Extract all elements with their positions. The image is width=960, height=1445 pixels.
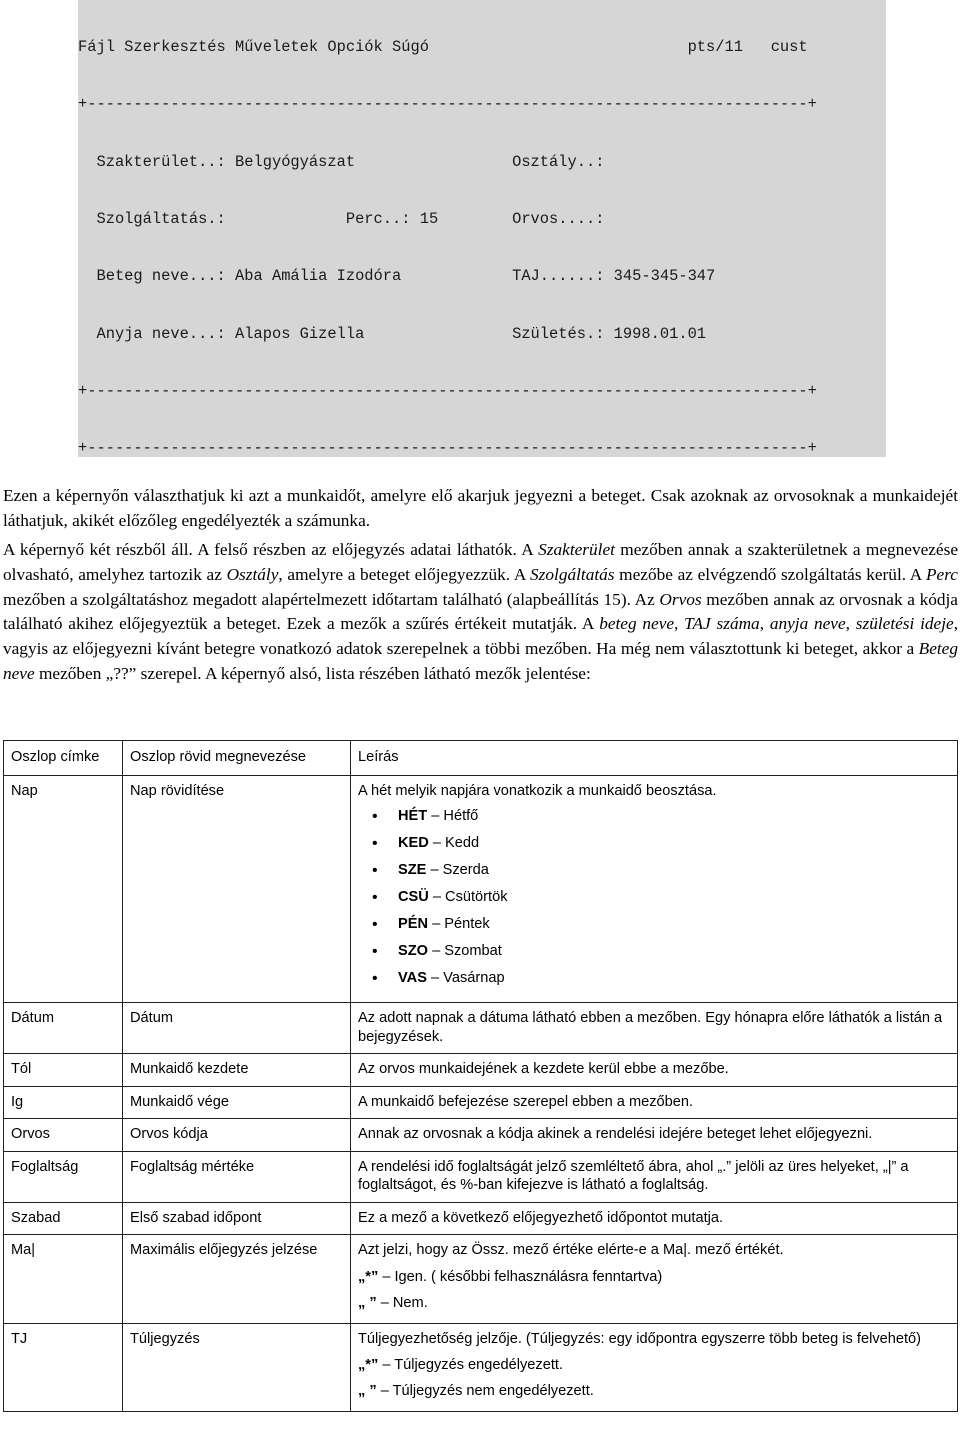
- symbol: „*”: [358, 1357, 379, 1373]
- day-name: – Hétfő: [431, 808, 479, 824]
- table-row: [4, 1151, 958, 1202]
- day-abbr: PÉN: [398, 916, 429, 932]
- text-run: , vagyis az előjegyezni kívánt betegre vonatkozó adatok szerepelnek a többi mezőben. Ha még nem választottunk ki beteget, akkor a: [3, 614, 959, 659]
- text-run: mezőben „??” szerepel. A képernyő alsó, lista részében látható mezők jelentése:: [34, 663, 591, 683]
- table-row: [4, 1086, 958, 1119]
- cell-label: Ig: [4, 1086, 123, 1119]
- cell-desc: Az adott napnak a dátuma látható ebben a mezőben. Egy hónapra előre láthatók a listán a bejegyzések.: [351, 1003, 958, 1054]
- table-header-row: [4, 741, 958, 776]
- day-name: – Szombat: [432, 943, 502, 959]
- term-szuletesi-ideje: születési ideje: [855, 614, 954, 634]
- value-no: [358, 1290, 949, 1316]
- day-abbr: HÉT: [398, 808, 428, 824]
- terminal-field-anyja-neve[interactable]: Anyja neve...: Alapos Gizella Születés.: 1998.01.01: [78, 324, 817, 343]
- symbol: „ ”: [358, 1383, 377, 1399]
- cell-label: Tól: [4, 1054, 123, 1087]
- desc-text: Túljegyezhetőség jelzője. (Túljegyzés: egy időpontra egyszerre több beteg is felvehető): [358, 1330, 921, 1347]
- day-abbr: SZE: [398, 862, 427, 878]
- cell-label: Dátum: [4, 1003, 123, 1054]
- table-row: [4, 1003, 958, 1054]
- terminal-screen: [78, 0, 886, 457]
- cell-desc: [351, 1323, 958, 1412]
- day-name: – Kedd: [432, 835, 480, 851]
- cell-short: Foglaltság mértéke: [123, 1151, 351, 1202]
- header-oszlop-cimke: Oszlop címke: [4, 741, 123, 776]
- cell-short: Munkaidő kezdete: [123, 1054, 351, 1087]
- day-name: – Szerda: [430, 862, 489, 878]
- cell-desc: Az orvos munkaidejének a kezdete kerül ebbe a mezőbe.: [351, 1054, 958, 1087]
- list-item: [372, 968, 949, 995]
- cell-short: Maximális előjegyzés jelzése: [123, 1235, 351, 1324]
- value-yes: [358, 1352, 949, 1378]
- header-rovid-megnevezes: Oszlop rövid megnevezése: [123, 741, 351, 776]
- term-perc: Perc: [926, 564, 958, 584]
- day-abbr: SZO: [398, 943, 428, 959]
- day-name: – Péntek: [432, 916, 490, 932]
- cell-label: TJ: [4, 1323, 123, 1412]
- symbol-meaning: – Nem.: [376, 1294, 428, 1311]
- text-run: mezőben annak a szakterületnek a megnevezése olvasható, amelyhez tartozik az: [3, 540, 958, 584]
- term-taj: TAJ száma: [684, 614, 760, 634]
- term-szolgaltatas: Szolgáltatás: [530, 564, 615, 584]
- list-item: [372, 806, 949, 833]
- symbol-meaning: – Túljegyzés nem engedélyezett.: [376, 1383, 594, 1399]
- table-row: [4, 1235, 958, 1324]
- text-run: ,: [759, 614, 770, 634]
- term-beteg-neve-2: Beteg neve: [3, 639, 958, 683]
- desc-text: Azt jelzi, hogy az Össz. mező értéke elérte-e a Ma|. mező értékét.: [358, 1242, 784, 1258]
- day-name: – Csütörtök: [432, 889, 508, 905]
- cell-desc: [351, 775, 958, 1003]
- description-paragraph: [3, 538, 958, 687]
- table-row: [4, 1202, 958, 1235]
- value-yes: [358, 1264, 949, 1290]
- terminal-line: +------------------------------------------------------------------------------+: [78, 95, 817, 114]
- list-item: [372, 914, 949, 941]
- day-abbr: KED: [398, 835, 429, 851]
- text-run: ,: [845, 614, 856, 634]
- terminal-field-beteg-neve[interactable]: Beteg neve...: Aba Amália Izodóra TAJ......: 345-345-347: [78, 267, 817, 286]
- value-no: [358, 1378, 949, 1404]
- list-item: [372, 860, 949, 887]
- term-beteg-neve: beteg neve: [599, 614, 675, 634]
- table-row: [4, 1054, 958, 1087]
- symbol: „*”: [358, 1268, 379, 1285]
- intro-paragraph: Ezen a képernyőn választhatjuk ki azt a munkaidőt, amelyre elő akarjuk jegyezni a beteget. Csak azoknak az orvosoknak a munkaidejét láthatjuk, akikét előzőleg engedélyezték a számunka.: [3, 486, 958, 530]
- list-item: [372, 887, 949, 914]
- cell-desc: A rendelési idő foglaltságát jelző szemléltető ábra, ahol „.” jelöli az üres helyeket, „|” a foglaltságot, és %-ban kifejezve is látható a foglaltság.: [351, 1151, 958, 1202]
- term-orvos: Orvos: [659, 589, 702, 609]
- term-anyja-neve: anyja neve: [769, 614, 846, 634]
- cell-label: Orvos: [4, 1119, 123, 1152]
- day-abbr: VAS: [398, 970, 427, 986]
- term-osztaly: Osztály: [226, 564, 279, 584]
- cell-short: Túljegyzés: [123, 1323, 351, 1412]
- cell-label: Nap: [4, 775, 123, 1003]
- cell-desc: [351, 1235, 958, 1324]
- cell-short: Dátum: [123, 1003, 351, 1054]
- cell-desc: Ez a mező a következő előjegyezhető időpontot mutatja.: [351, 1202, 958, 1235]
- symbol: „ ”: [358, 1294, 377, 1311]
- terminal-line: +------------------------------------------------------------------------------+: [78, 439, 817, 457]
- text-run: , amelyre a beteget előjegyezzük. A: [278, 564, 531, 584]
- cell-desc: Annak az orvosnak a kódja akinek a rendelési idejére beteget lehet előjegyezni.: [351, 1119, 958, 1152]
- list-item: [372, 833, 949, 860]
- field-description-table: [3, 740, 958, 1412]
- cell-desc: A munkaidő befejezése szerepel ebben a mezőben.: [351, 1086, 958, 1119]
- day-list: [358, 806, 949, 995]
- table-row: [4, 775, 958, 1003]
- terminal-field-szolgaltatas[interactable]: Szolgáltatás.: Perc..: 15 Orvos....:: [78, 210, 817, 229]
- cell-label: Szabad: [4, 1202, 123, 1235]
- table-row: [4, 1119, 958, 1152]
- symbol-meaning: – Igen. ( későbbi felhasználásra fenntartva): [378, 1268, 663, 1285]
- text-run: mezőben annak az orvosnak a kódja található akihez előjegyeztük a beteget. Ezek a mezők a szűrés értékeit mutatják. A: [3, 589, 958, 634]
- text-run: A képernyő két részből áll. A felső részben az előjegyzés adatai láthatók. A: [3, 540, 539, 559]
- cell-label: Ma|: [4, 1235, 123, 1324]
- text-run: mezőbe az elvégzendő szolgáltatás kerül. A: [614, 564, 926, 584]
- cell-short: Első szabad időpont: [123, 1202, 351, 1235]
- terminal-menu-bar[interactable]: Fájl Szerkesztés Műveletek Opciók Súgó pts/11 cust: [78, 38, 808, 57]
- cell-label: Foglaltság: [4, 1151, 123, 1202]
- list-item: [372, 941, 949, 968]
- terminal-field-szakterulet[interactable]: Szakterület..: Belgyógyászat Osztály..:: [78, 152, 817, 171]
- cell-short: Munkaidő vége: [123, 1086, 351, 1119]
- cell-short: Orvos kódja: [123, 1119, 351, 1152]
- text-run: mezőben a szolgáltatáshoz megadott alapértelmezett időtartam található (alapbeállítás 15). Az: [3, 589, 660, 609]
- desc-text: A hét melyik napjára vonatkozik a munkaidő beosztása.: [358, 782, 717, 799]
- term-szakterulet: Szakterület: [538, 540, 615, 559]
- day-name: – Vasárnap: [431, 970, 505, 986]
- day-abbr: CSÜ: [398, 889, 429, 905]
- cell-short: Nap rövidítése: [123, 775, 351, 1003]
- header-leiras: Leírás: [351, 741, 958, 776]
- symbol-meaning: – Túljegyzés engedélyezett.: [378, 1357, 563, 1373]
- table-row: [4, 1323, 958, 1412]
- terminal-line: +------------------------------------------------------------------------------+: [78, 381, 817, 400]
- text-run: ,: [674, 614, 685, 634]
